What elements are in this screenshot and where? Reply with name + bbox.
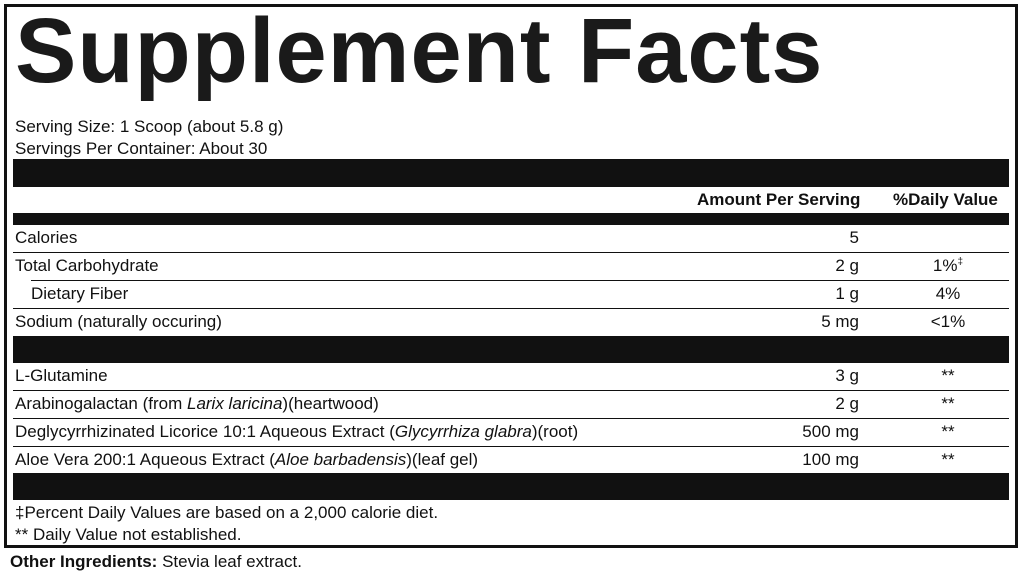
nutrient-name: Calories <box>15 228 78 247</box>
servings-per-container: Servings Per Container: About 30 <box>15 139 268 158</box>
nutrient-amount: 5 mg <box>821 312 859 331</box>
nutrient-row <box>13 253 1009 280</box>
nutrient-name: Dietary Fiber <box>31 284 129 303</box>
ingredient-row <box>13 363 1009 391</box>
medium-divider <box>13 213 1009 225</box>
ingredient-row <box>13 419 1009 447</box>
daily-value-header: %Daily Value <box>893 190 998 209</box>
ingredient-dv: ** <box>941 366 955 385</box>
ingredient-name: Arabinogalactan (from Larix laricina)(heartwood) <box>15 394 379 413</box>
ingredient-amount: 2 g <box>835 394 859 413</box>
nutrient-name: Total Carbohydrate <box>15 256 159 275</box>
ingredient-dv: ** <box>941 422 955 441</box>
other-ingredients-text: Stevia leaf extract. <box>157 552 302 571</box>
ingredient-dv: ** <box>941 450 955 469</box>
ingredient-amount: 100 mg <box>802 450 859 469</box>
ingredient-row <box>13 447 1009 474</box>
nutrient-row <box>13 225 1009 253</box>
serving-size: Serving Size: 1 Scoop (about 5.8 g) <box>15 117 284 136</box>
other-ingredients-label: Other Ingredients: <box>10 552 158 571</box>
thick-divider-bottom <box>13 473 1009 500</box>
nutrient-row <box>13 309 1009 336</box>
ingredient-amount: 3 g <box>835 366 859 385</box>
panel-title: Supplement Facts <box>15 0 824 102</box>
ingredient-name: L-Glutamine <box>15 366 108 385</box>
nutrient-amount: 2 g <box>835 256 859 275</box>
nutrient-amount: 1 g <box>835 284 859 303</box>
other-ingredients <box>10 552 302 572</box>
supplement-facts-panel <box>4 0 1018 548</box>
ingredient-row <box>13 391 1009 419</box>
nutrient-dv: <1% <box>930 312 966 331</box>
nutrient-row <box>13 281 1009 309</box>
ingredient-dv: ** <box>941 394 955 413</box>
dagger-mark: ‡ <box>957 256 964 268</box>
nutrient-dv <box>913 256 983 276</box>
thick-divider-middle <box>13 336 1009 363</box>
footnote-percent-dv: ‡Percent Daily Values are based on a 2,000 calorie diet. <box>15 503 439 522</box>
nutrient-dv: 4% <box>935 284 961 303</box>
ingredient-amount: 500 mg <box>802 422 859 441</box>
footnote-dv-not-established: ** Daily Value not established. <box>15 525 242 544</box>
ingredient-name: Deglycyrrhizinated Licorice 10:1 Aqueous Extract (Glycyrrhiza glabra)(root) <box>15 422 579 441</box>
nutrient-dv-value: 1% <box>932 256 958 275</box>
thick-divider-top <box>13 159 1009 187</box>
nutrient-name: Sodium (naturally occuring) <box>15 312 222 331</box>
nutrient-amount: 5 <box>849 228 859 247</box>
amount-per-serving-header: Amount Per Serving <box>697 190 861 209</box>
ingredient-name: Aloe Vera 200:1 Aqueous Extract (Aloe barbadensis)(leaf gel) <box>15 450 479 469</box>
